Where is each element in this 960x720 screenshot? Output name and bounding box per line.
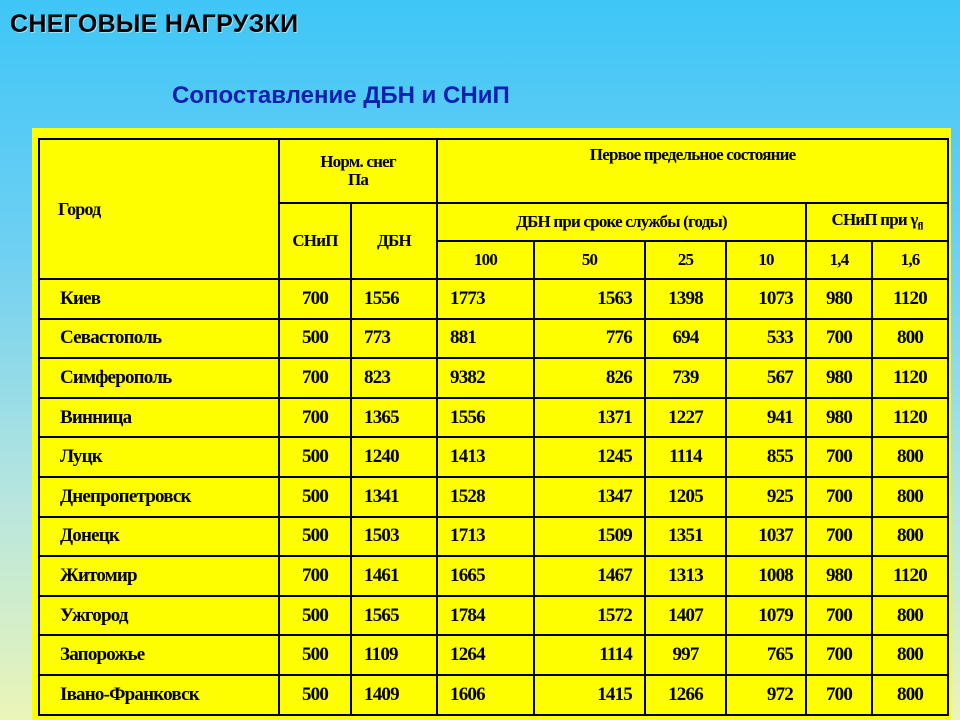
- cell-dbn: 1556: [351, 279, 437, 319]
- header-snip-gamma-label: СНиП при γ: [831, 210, 918, 230]
- cell-dbn-100: 1606: [437, 675, 534, 715]
- cell-dbn-25: 1266: [645, 675, 726, 715]
- cell-dbn: 1409: [351, 675, 437, 715]
- cell-dbn-50: 1245: [534, 437, 645, 477]
- cell-city: Житомир: [39, 556, 279, 596]
- cell-dbn-50: 1415: [534, 675, 645, 715]
- cell-snip: 500: [279, 319, 351, 359]
- cell-dbn-100: 1413: [437, 437, 534, 477]
- cell-dbn: 1109: [351, 635, 437, 675]
- header-year-50: 50: [534, 241, 645, 279]
- header-year-25: 25: [645, 241, 726, 279]
- cell-dbn-25: 694: [645, 319, 726, 359]
- cell-dbn-25: 1351: [645, 517, 726, 557]
- table-row: [39, 477, 948, 517]
- cell-dbn: 1240: [351, 437, 437, 477]
- table-row: [39, 675, 948, 715]
- cell-dbn-100: 881: [437, 319, 534, 359]
- cell-snip-1-4: 980: [806, 358, 872, 398]
- cell-dbn-10: 765: [726, 635, 806, 675]
- cell-snip-1-6: 800: [872, 319, 948, 359]
- cell-dbn-50: 1467: [534, 556, 645, 596]
- slide-title: СНЕГОВЫЕ НАГРУЗКИ: [10, 10, 299, 38]
- cell-dbn: 1341: [351, 477, 437, 517]
- cell-dbn-50: 1509: [534, 517, 645, 557]
- cell-dbn-50: 1347: [534, 477, 645, 517]
- cell-snip-1-6: 1120: [872, 279, 948, 319]
- cell-snip-1-4: 700: [806, 675, 872, 715]
- cell-dbn-25: 739: [645, 358, 726, 398]
- cell-dbn-25: 1205: [645, 477, 726, 517]
- cell-dbn-100: 1773: [437, 279, 534, 319]
- cell-dbn-50: 776: [534, 319, 645, 359]
- cell-snip-1-6: 800: [872, 675, 948, 715]
- table-body: [39, 279, 948, 715]
- cell-dbn-10: 533: [726, 319, 806, 359]
- cell-dbn-10: 1079: [726, 596, 806, 636]
- cell-dbn-10: 972: [726, 675, 806, 715]
- cell-dbn-25: 1313: [645, 556, 726, 596]
- table-row: [39, 319, 948, 359]
- header-snip: СНиП: [279, 203, 351, 279]
- cell-city: Винница: [39, 398, 279, 438]
- cell-snip-1-4: 980: [806, 279, 872, 319]
- cell-snip-1-4: 700: [806, 437, 872, 477]
- cell-dbn: 1565: [351, 596, 437, 636]
- table-row: [39, 358, 948, 398]
- table-row: [39, 279, 948, 319]
- cell-dbn-50: 1371: [534, 398, 645, 438]
- cell-dbn-50: 1572: [534, 596, 645, 636]
- table-row: [39, 398, 948, 438]
- header-dbn: ДБН: [351, 203, 437, 279]
- cell-snip-1-4: 980: [806, 398, 872, 438]
- cell-dbn-10: 567: [726, 358, 806, 398]
- cell-snip: 700: [279, 279, 351, 319]
- cell-dbn-10: 1008: [726, 556, 806, 596]
- cell-dbn-100: 1264: [437, 635, 534, 675]
- snow-load-table: [38, 138, 949, 716]
- cell-dbn: 773: [351, 319, 437, 359]
- header-snip-gamma: [806, 203, 948, 241]
- header-norm-snow-unit: Па: [347, 170, 369, 189]
- table-row: [39, 517, 948, 557]
- cell-snip-1-6: 800: [872, 517, 948, 557]
- cell-dbn-10: 941: [726, 398, 806, 438]
- cell-dbn-50: 826: [534, 358, 645, 398]
- table-row: [39, 437, 948, 477]
- snow-load-table-panel: [32, 128, 951, 720]
- cell-snip: 500: [279, 596, 351, 636]
- header-city: Город: [39, 139, 279, 279]
- cell-dbn: 1503: [351, 517, 437, 557]
- cell-snip-1-4: 700: [806, 635, 872, 675]
- cell-dbn: 1365: [351, 398, 437, 438]
- cell-dbn-25: 1398: [645, 279, 726, 319]
- cell-snip-1-6: 800: [872, 477, 948, 517]
- cell-snip-1-4: 700: [806, 319, 872, 359]
- cell-city: Киев: [39, 279, 279, 319]
- header-first-limit-state: Первое предельное состояние: [437, 139, 948, 203]
- cell-snip: 500: [279, 635, 351, 675]
- cell-dbn-100: 1713: [437, 517, 534, 557]
- cell-snip-1-4: 700: [806, 596, 872, 636]
- header-year-100: 100: [437, 241, 534, 279]
- cell-dbn-100: 9382: [437, 358, 534, 398]
- cell-city: Севастополь: [39, 319, 279, 359]
- slide-subtitle: Сопоставление ДБН и СНиП: [172, 82, 510, 109]
- cell-dbn-100: 1665: [437, 556, 534, 596]
- cell-dbn-10: 925: [726, 477, 806, 517]
- header-gamma-1-6: 1,6: [872, 241, 948, 279]
- cell-snip-1-4: 700: [806, 517, 872, 557]
- header-dbn-service-life: ДБН при сроке службы (годы): [437, 203, 806, 241]
- cell-snip-1-6: 800: [872, 635, 948, 675]
- header-norm-snow-label: Норм. снег: [320, 152, 396, 172]
- cell-dbn: 1461: [351, 556, 437, 596]
- table-row: [39, 596, 948, 636]
- cell-snip-1-6: 1120: [872, 398, 948, 438]
- cell-snip-1-4: 700: [806, 477, 872, 517]
- cell-dbn-25: 1227: [645, 398, 726, 438]
- cell-dbn-10: 1073: [726, 279, 806, 319]
- cell-dbn: 823: [351, 358, 437, 398]
- cell-city: Днепропетровск: [39, 477, 279, 517]
- cell-city: Симферополь: [39, 358, 279, 398]
- cell-dbn-10: 855: [726, 437, 806, 477]
- cell-snip: 700: [279, 358, 351, 398]
- cell-city: Запорожье: [39, 635, 279, 675]
- cell-snip: 500: [279, 517, 351, 557]
- header-norm-snow: [279, 139, 437, 203]
- cell-snip: 700: [279, 398, 351, 438]
- cell-dbn-25: 1114: [645, 437, 726, 477]
- header-gamma-1-4: 1,4: [806, 241, 872, 279]
- cell-dbn-100: 1784: [437, 596, 534, 636]
- header-year-10: 10: [726, 241, 806, 279]
- cell-snip: 700: [279, 556, 351, 596]
- table-row: [39, 556, 948, 596]
- cell-dbn-25: 1407: [645, 596, 726, 636]
- cell-city: Івано-Франковск: [39, 675, 279, 715]
- cell-snip: 500: [279, 477, 351, 517]
- cell-city: Луцк: [39, 437, 279, 477]
- cell-snip: 500: [279, 675, 351, 715]
- cell-dbn-10: 1037: [726, 517, 806, 557]
- cell-city: Ужгород: [39, 596, 279, 636]
- cell-dbn-100: 1528: [437, 477, 534, 517]
- cell-city: Донецк: [39, 517, 279, 557]
- cell-snip-1-4: 980: [806, 556, 872, 596]
- cell-snip-1-6: 1120: [872, 556, 948, 596]
- cell-snip-1-6: 800: [872, 437, 948, 477]
- cell-dbn-25: 997: [645, 635, 726, 675]
- cell-dbn-100: 1556: [437, 398, 534, 438]
- header-snip-gamma-sub: fl: [917, 220, 923, 233]
- cell-dbn-50: 1114: [534, 635, 645, 675]
- table-row: [39, 635, 948, 675]
- cell-dbn-50: 1563: [534, 279, 645, 319]
- cell-snip: 500: [279, 437, 351, 477]
- cell-snip-1-6: 800: [872, 596, 948, 636]
- cell-snip-1-6: 1120: [872, 358, 948, 398]
